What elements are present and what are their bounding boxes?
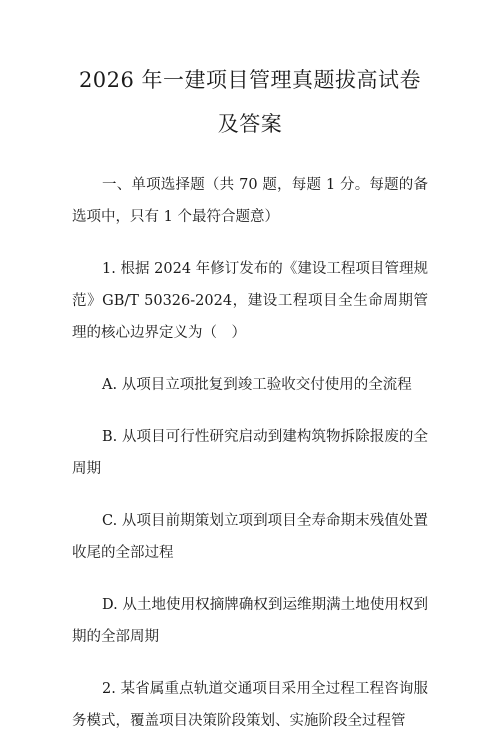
question-1-option-a: A. 从项目立项批复到竣工验收交付使用的全流程 xyxy=(102,377,412,393)
document-title: 2026 年一建项目管理真题拔高试卷及答案 xyxy=(78,68,422,136)
question-2-stem: 2. 某省属重点轨道交通项目采用全过程工程咨询服务模式，覆盖项目决策阶段策划、实施阶段全过程管 xyxy=(72,681,428,729)
question-1-option-c: C. 从项目前期策划立项到项目全寿命期末残值处置收尾的全部过程 xyxy=(72,513,428,561)
question-1-option-d: D. 从土地使用权摘牌确权到运维期满土地使用权到期的全部周期 xyxy=(72,597,428,645)
question-1-stem: 1. 根据 2024 年修订发布的《建设工程项目管理规范》GB/T 50326-2024，建设工程项目全生命周期管理的核心边界定义为（ ） xyxy=(72,261,428,341)
question-1-option-b: B. 从项目可行性研究启动到建构筑物拆除报废的全周期 xyxy=(72,429,428,477)
section-heading: 一、单项选择题（共 70 题，每题 1 分。每题的备选项中，只有 1 个最符合题意） xyxy=(72,177,428,225)
